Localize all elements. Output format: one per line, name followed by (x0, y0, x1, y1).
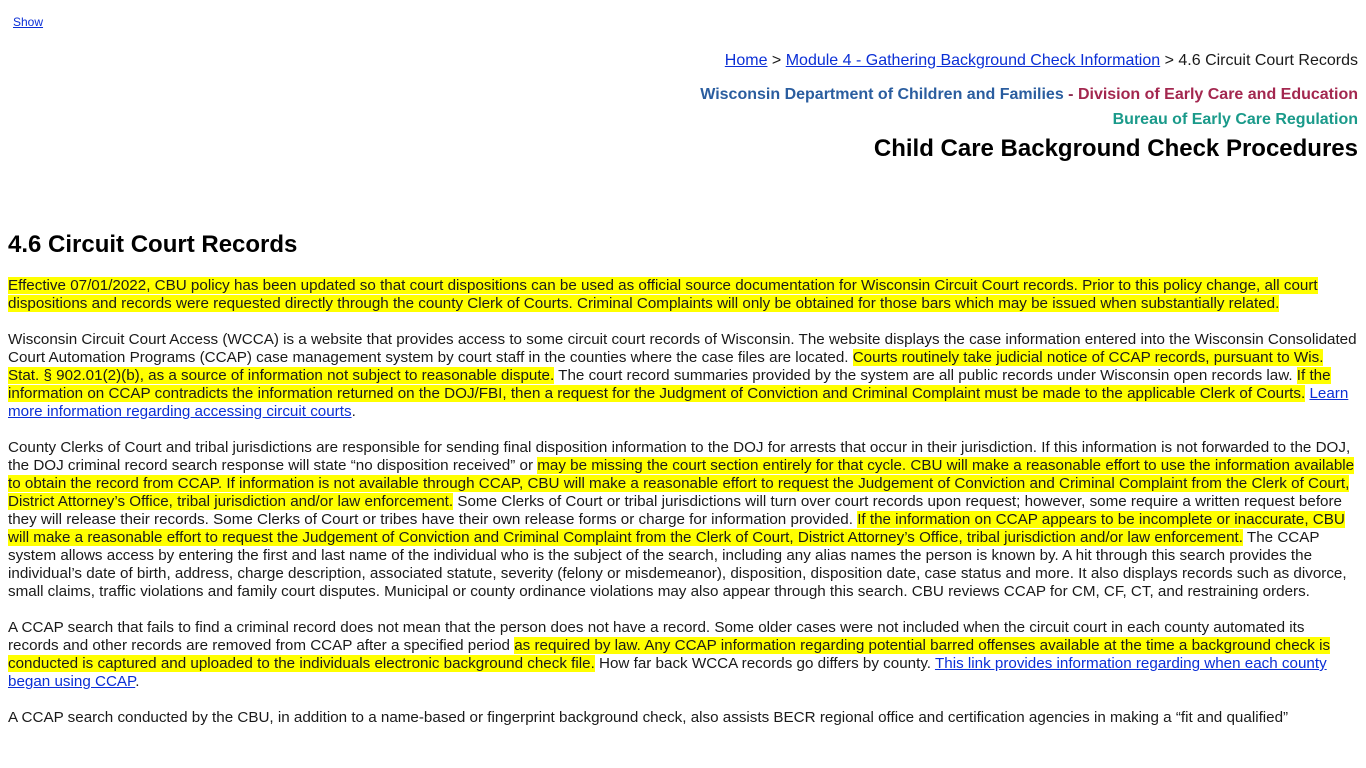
body-text: County Clerks of Court and tribal jurisdictions are responsible for sending final disposition information to the DOJ for arrests that occur in their jurisdiction. If this information is not forwarded to the DOJ, the DOJ criminal record search response will state “no disposition received” or (8, 439, 1351, 474)
main-content (8, 277, 1358, 745)
breadcrumb-module-link[interactable]: Module 4 - Gathering Background Check Information (785, 52, 1161, 69)
highlighted-text: If the information on CCAP contradicts the information returned on the DOJ/FBI, then a request for the Judgment of Conviction and Criminal Complaint must be made to the applicable Clerk of Courts. (8, 367, 1331, 402)
body-text: . (135, 673, 140, 690)
show-link[interactable]: Show (13, 15, 44, 29)
agency-name (700, 86, 1358, 104)
circuit-courts-info-link[interactable]: Learn more information regarding accessing circuit courts (8, 385, 1349, 420)
body-text: The CCAP system allows access by entering the first and last name of the individual who is the subject of the search, including any alias names the person is known by. A hit through this search provides the individual’s date of birth, address, charge description, associated statute, severity (felony or misdemeanor), disposition, disposition date, case status and more. It also displays records such as divorce, small claims, traffic violations and family court disputes. Municipal or county ordinance violations may also appear through this search. CBU reviews CCAP for CM, CF, CT, and restraining orders. (8, 529, 1347, 600)
body-text: How far back WCCA records go differs by county. (594, 655, 935, 672)
paragraph-clerks-of-court (8, 439, 1358, 601)
body-text: A CCAP search that fails to find a criminal record does not mean that the person does not have a record. Some older cases were not included when the circuit court in each county automated its records and other records are removed from CCAP after a specified period (8, 619, 1305, 654)
agency-separator: - (1063, 86, 1078, 103)
paragraph-wcca (8, 331, 1358, 421)
breadcrumb-separator: > (767, 52, 786, 69)
section-title: 4.6 Circuit Court Records (8, 231, 298, 258)
body-text: The court record summaries provided by the system are all public records under Wisconsin open records law. (554, 367, 1297, 384)
body-text: A CCAP search conducted by the CBU, in addition to a name-based or fingerprint background check, also assists BECR regional office and certification agencies in making a “fit and qualified” (8, 709, 1289, 726)
highlighted-text: Courts routinely take judicial notice of CCAP records, pursuant to Wis. Stat. § 902.01(2)(b), as a source of information not subject to reasonable dispute. (8, 349, 1324, 384)
highlighted-text: as required by law. Any CCAP information regarding potential barred offenses available at the time a background check is conducted is captured and uploaded to the individuals electronic background check file. (8, 637, 1331, 672)
department-name: Wisconsin Department of Children and Families (700, 86, 1064, 103)
county-ccap-dates-link[interactable]: This link provides information regarding when each county began using CCAP (8, 655, 1327, 690)
highlighted-text: Effective 07/01/2022, CBU policy has been updated so that court dispositions can be used as official source documentation for Wisconsin Circuit Court records. Prior to this policy change, all court dispositions and records were requested directly through the county Clerk of Courts. Criminal Complaints will only be obtained for those bars which may be issued when substantially related. (8, 277, 1318, 312)
highlighted-text: If the information on CCAP appears to be incomplete or inaccurate, CBU will make a reasonable effort to request the Judgement of Conviction and Criminal Complaint from the Clerk of Court, District Attorney’s Office, tribal jurisdiction and/or law enforcement. (8, 511, 1345, 546)
body-text: . (351, 403, 356, 420)
highlighted-text: may be missing the court section entirely for that cycle. CBU will make a reasonable effort to use the information available to obtain the record from CCAP. If information is not available through CCAP, CBU will make a reasonable effort to request the Judgement of Conviction and Criminal Complaint from the Clerk of Court, District Attorney’s Office, tribal jurisdiction and/or law enforcement. (8, 457, 1355, 510)
division-name: Division of Early Care and Education (1077, 86, 1358, 103)
paragraph-policy-update (8, 277, 1358, 313)
breadcrumb-current: 4.6 Circuit Court Records (1178, 52, 1358, 69)
body-text: Wisconsin Circuit Court Access (WCCA) is a website that provides access to some circuit court records of Wisconsin. The website displays the case information entered into the Wisconsin Consolidated Court Automation Programs (CCAP) case management system by court staff in the counties where the case files are located. (8, 331, 1357, 366)
breadcrumb-home-link[interactable]: Home (724, 52, 768, 69)
paragraph-ccap-fit-qualified (8, 709, 1358, 727)
paragraph-ccap-search (8, 619, 1358, 691)
breadcrumb (725, 52, 1358, 70)
breadcrumb-separator: > (1160, 52, 1179, 69)
body-text: Some Clerks of Court or tribal jurisdictions will turn over court records upon request; however, some require a written request before they will release their records. Some Clerks of Court or tribes have their own release forms or charge for information provided. (8, 493, 1342, 528)
bureau-name: Bureau of Early Care Regulation (1112, 111, 1358, 128)
site-title: Child Care Background Check Procedures (873, 135, 1358, 162)
